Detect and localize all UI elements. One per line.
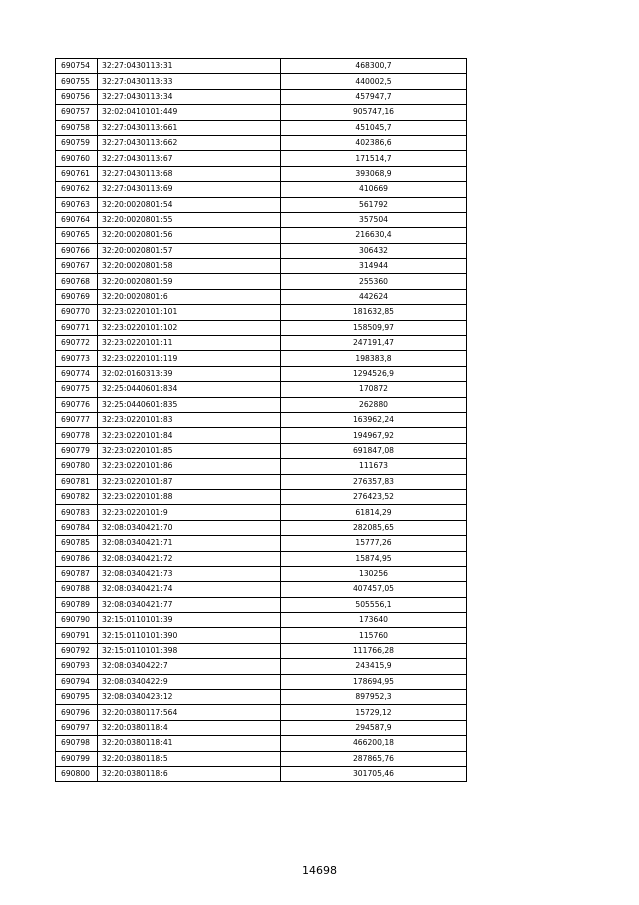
cadastral-number-cell: 32:08:0340421:73	[98, 566, 281, 581]
cadastral-value-cell: 130256	[281, 566, 467, 581]
table-row	[56, 659, 467, 674]
table-row	[56, 105, 467, 120]
cadastral-value-cell: 561792	[281, 197, 467, 212]
row-number-cell: 690777	[56, 412, 98, 427]
cadastral-value-cell: 505556,1	[281, 597, 467, 612]
row-number-cell: 690788	[56, 582, 98, 597]
table-row	[56, 566, 467, 581]
row-number-cell: 690774	[56, 366, 98, 381]
table-row	[56, 336, 467, 351]
row-number-cell: 690780	[56, 459, 98, 474]
row-number-cell: 690755	[56, 74, 98, 89]
row-number-cell: 690762	[56, 182, 98, 197]
cadastral-value-cell: 440002,5	[281, 74, 467, 89]
cadastral-value-cell: 178694,95	[281, 674, 467, 689]
table-row	[56, 613, 467, 628]
table-row	[56, 505, 467, 520]
table-row	[56, 182, 467, 197]
cadastral-number-cell: 32:02:0160313:39	[98, 366, 281, 381]
table-row	[56, 135, 467, 150]
cadastral-number-cell: 32:27:0430113:34	[98, 89, 281, 104]
cadastral-number-cell: 32:23:0220101:84	[98, 428, 281, 443]
table-row	[56, 197, 467, 212]
row-number-cell: 690790	[56, 613, 98, 628]
cadastral-number-cell: 32:20:0020801:56	[98, 228, 281, 243]
row-number-cell: 690794	[56, 674, 98, 689]
row-number-cell: 690767	[56, 259, 98, 274]
cadastral-number-cell: 32:25:0440601:835	[98, 397, 281, 412]
table-row	[56, 120, 467, 135]
table-row	[56, 289, 467, 304]
table-row	[56, 428, 467, 443]
cadastral-value-cell: 466200,18	[281, 736, 467, 751]
table-row	[56, 690, 467, 705]
table-row	[56, 766, 467, 781]
cadastral-number-cell: 32:27:0430113:68	[98, 166, 281, 181]
cadastral-value-cell: 1294526,9	[281, 366, 467, 381]
cadastral-value-cell: 243415,9	[281, 659, 467, 674]
cadastral-number-cell: 32:20:0020801:55	[98, 212, 281, 227]
cadastral-number-cell: 32:20:0020801:6	[98, 289, 281, 304]
cadastral-value-cell: 282085,65	[281, 520, 467, 535]
cadastral-value-cell: 163962,24	[281, 412, 467, 427]
table-row	[56, 597, 467, 612]
cadastral-value-cell: 897952,3	[281, 690, 467, 705]
cadastral-number-cell: 32:27:0430113:31	[98, 59, 281, 74]
cadastral-number-cell: 32:23:0220101:86	[98, 459, 281, 474]
table-row	[56, 259, 467, 274]
table-row	[56, 397, 467, 412]
cadastral-number-cell: 32:20:0020801:54	[98, 197, 281, 212]
cadastral-value-cell: 15777,26	[281, 536, 467, 551]
row-number-cell: 690764	[56, 212, 98, 227]
row-number-cell: 690795	[56, 690, 98, 705]
row-number-cell: 690763	[56, 197, 98, 212]
row-number-cell: 690760	[56, 151, 98, 166]
cadastral-number-cell: 32:08:0340421:77	[98, 597, 281, 612]
cadastral-number-cell: 32:08:0340421:70	[98, 520, 281, 535]
table-row	[56, 520, 467, 535]
row-number-cell: 690765	[56, 228, 98, 243]
cadastral-number-cell: 32:08:0340421:74	[98, 582, 281, 597]
cadastral-number-cell: 32:27:0430113:69	[98, 182, 281, 197]
cadastral-number-cell: 32:23:0220101:88	[98, 489, 281, 504]
row-number-cell: 690799	[56, 751, 98, 766]
cadastral-value-cell: 402386,6	[281, 135, 467, 150]
cadastral-value-cell: 468300,7	[281, 59, 467, 74]
cadastral-number-cell: 32:25:0440601:834	[98, 382, 281, 397]
cadastral-number-cell: 32:20:0380118:6	[98, 766, 281, 781]
cadastral-value-cell: 276423,52	[281, 489, 467, 504]
table-row	[56, 320, 467, 335]
cadastral-value-cell: 314944	[281, 259, 467, 274]
cadastral-value-cell: 276357,83	[281, 474, 467, 489]
cadastral-value-cell: 247191,47	[281, 336, 467, 351]
cadastral-number-cell: 32:15:0110101:390	[98, 628, 281, 643]
table-row	[56, 243, 467, 258]
cadastral-value-cell: 457947,7	[281, 89, 467, 104]
table-row	[56, 212, 467, 227]
table-body	[56, 59, 467, 782]
cadastral-value-cell: 111673	[281, 459, 467, 474]
row-number-cell: 690772	[56, 336, 98, 351]
table-row	[56, 628, 467, 643]
cadastral-number-cell: 32:20:0020801:58	[98, 259, 281, 274]
row-number-cell: 690778	[56, 428, 98, 443]
cadastral-value-table	[55, 58, 467, 782]
cadastral-number-cell: 32:08:0340421:71	[98, 536, 281, 551]
row-number-cell: 690791	[56, 628, 98, 643]
cadastral-number-cell: 32:23:0220101:9	[98, 505, 281, 520]
table-row	[56, 74, 467, 89]
row-number-cell: 690783	[56, 505, 98, 520]
cadastral-number-cell: 32:08:0340421:72	[98, 551, 281, 566]
row-number-cell: 690769	[56, 289, 98, 304]
row-number-cell: 690759	[56, 135, 98, 150]
table-row	[56, 443, 467, 458]
table-row	[56, 412, 467, 427]
cadastral-number-cell: 32:08:0340422:7	[98, 659, 281, 674]
table-row	[56, 366, 467, 381]
cadastral-number-cell: 32:23:0220101:11	[98, 336, 281, 351]
row-number-cell: 690796	[56, 705, 98, 720]
row-number-cell: 690761	[56, 166, 98, 181]
table-row	[56, 351, 467, 366]
cadastral-number-cell: 32:08:0340423:12	[98, 690, 281, 705]
table-row	[56, 151, 467, 166]
cadastral-value-cell: 115760	[281, 628, 467, 643]
cadastral-value-cell: 451045,7	[281, 120, 467, 135]
row-number-cell: 690757	[56, 105, 98, 120]
row-number-cell: 690793	[56, 659, 98, 674]
cadastral-value-cell: 442624	[281, 289, 467, 304]
cadastral-number-cell: 32:23:0220101:101	[98, 305, 281, 320]
row-number-cell: 690771	[56, 320, 98, 335]
table-row	[56, 720, 467, 735]
table-row	[56, 736, 467, 751]
cadastral-number-cell: 32:15:0110101:39	[98, 613, 281, 628]
row-number-cell: 690797	[56, 720, 98, 735]
cadastral-number-cell: 32:02:0410101:449	[98, 105, 281, 120]
table-row	[56, 582, 467, 597]
table-row	[56, 166, 467, 181]
page-number: 14698	[302, 864, 337, 877]
table-row	[56, 274, 467, 289]
cadastral-number-cell: 32:27:0430113:661	[98, 120, 281, 135]
cadastral-value-cell: 181632,85	[281, 305, 467, 320]
row-number-cell: 690785	[56, 536, 98, 551]
cadastral-value-cell: 905747,16	[281, 105, 467, 120]
row-number-cell: 690766	[56, 243, 98, 258]
row-number-cell: 690800	[56, 766, 98, 781]
cadastral-value-cell: 61814,29	[281, 505, 467, 520]
row-number-cell: 690776	[56, 397, 98, 412]
cadastral-value-cell: 15729,12	[281, 705, 467, 720]
table-row	[56, 551, 467, 566]
table-row	[56, 536, 467, 551]
table-row	[56, 643, 467, 658]
cadastral-number-cell: 32:20:0380118:5	[98, 751, 281, 766]
cadastral-number-cell: 32:23:0220101:85	[98, 443, 281, 458]
row-number-cell: 690779	[56, 443, 98, 458]
cadastral-number-cell: 32:20:0380118:4	[98, 720, 281, 735]
cadastral-value-cell: 410669	[281, 182, 467, 197]
cadastral-value-cell: 306432	[281, 243, 467, 258]
row-number-cell: 690768	[56, 274, 98, 289]
cadastral-value-cell: 194967,92	[281, 428, 467, 443]
table-row	[56, 751, 467, 766]
row-number-cell: 690773	[56, 351, 98, 366]
cadastral-number-cell: 32:20:0380117:564	[98, 705, 281, 720]
table-row	[56, 459, 467, 474]
cadastral-number-cell: 32:20:0380118:41	[98, 736, 281, 751]
row-number-cell: 690792	[56, 643, 98, 658]
row-number-cell: 690784	[56, 520, 98, 535]
cadastral-number-cell: 32:27:0430113:67	[98, 151, 281, 166]
cadastral-value-cell: 216630,4	[281, 228, 467, 243]
cadastral-value-cell: 287865,76	[281, 751, 467, 766]
cadastral-value-cell: 173640	[281, 613, 467, 628]
row-number-cell: 690786	[56, 551, 98, 566]
cadastral-number-cell: 32:20:0020801:57	[98, 243, 281, 258]
table-row	[56, 382, 467, 397]
cadastral-value-cell: 294587,9	[281, 720, 467, 735]
cadastral-number-cell: 32:23:0220101:119	[98, 351, 281, 366]
cadastral-value-cell: 170872	[281, 382, 467, 397]
table-row	[56, 305, 467, 320]
cadastral-value-cell: 255360	[281, 274, 467, 289]
row-number-cell: 690787	[56, 566, 98, 581]
row-number-cell: 690754	[56, 59, 98, 74]
table-row	[56, 474, 467, 489]
cadastral-value-cell: 15874,95	[281, 551, 467, 566]
cadastral-value-cell: 357504	[281, 212, 467, 227]
cadastral-value-cell: 691847,08	[281, 443, 467, 458]
table-row	[56, 59, 467, 74]
row-number-cell: 690775	[56, 382, 98, 397]
table-row	[56, 89, 467, 104]
table-row	[56, 705, 467, 720]
cadastral-number-cell: 32:15:0110101:398	[98, 643, 281, 658]
cadastral-value-cell: 198383,8	[281, 351, 467, 366]
cadastral-number-cell: 32:20:0020801:59	[98, 274, 281, 289]
cadastral-value-cell: 111766,28	[281, 643, 467, 658]
row-number-cell: 690789	[56, 597, 98, 612]
table-row	[56, 228, 467, 243]
cadastral-number-cell: 32:23:0220101:102	[98, 320, 281, 335]
row-number-cell: 690756	[56, 89, 98, 104]
row-number-cell: 690782	[56, 489, 98, 504]
cadastral-number-cell: 32:27:0430113:662	[98, 135, 281, 150]
cadastral-value-cell: 171514,7	[281, 151, 467, 166]
cadastral-number-cell: 32:23:0220101:87	[98, 474, 281, 489]
cadastral-number-cell: 32:27:0430113:33	[98, 74, 281, 89]
row-number-cell: 690781	[56, 474, 98, 489]
cadastral-number-cell: 32:08:0340422:9	[98, 674, 281, 689]
cadastral-value-cell: 393068,9	[281, 166, 467, 181]
row-number-cell: 690798	[56, 736, 98, 751]
row-number-cell: 690758	[56, 120, 98, 135]
cadastral-value-cell: 262880	[281, 397, 467, 412]
table-row	[56, 674, 467, 689]
cadastral-value-cell: 407457,05	[281, 582, 467, 597]
cadastral-number-cell: 32:23:0220101:83	[98, 412, 281, 427]
cadastral-value-cell: 301705,46	[281, 766, 467, 781]
cadastral-value-cell: 158509,97	[281, 320, 467, 335]
row-number-cell: 690770	[56, 305, 98, 320]
table-row	[56, 489, 467, 504]
